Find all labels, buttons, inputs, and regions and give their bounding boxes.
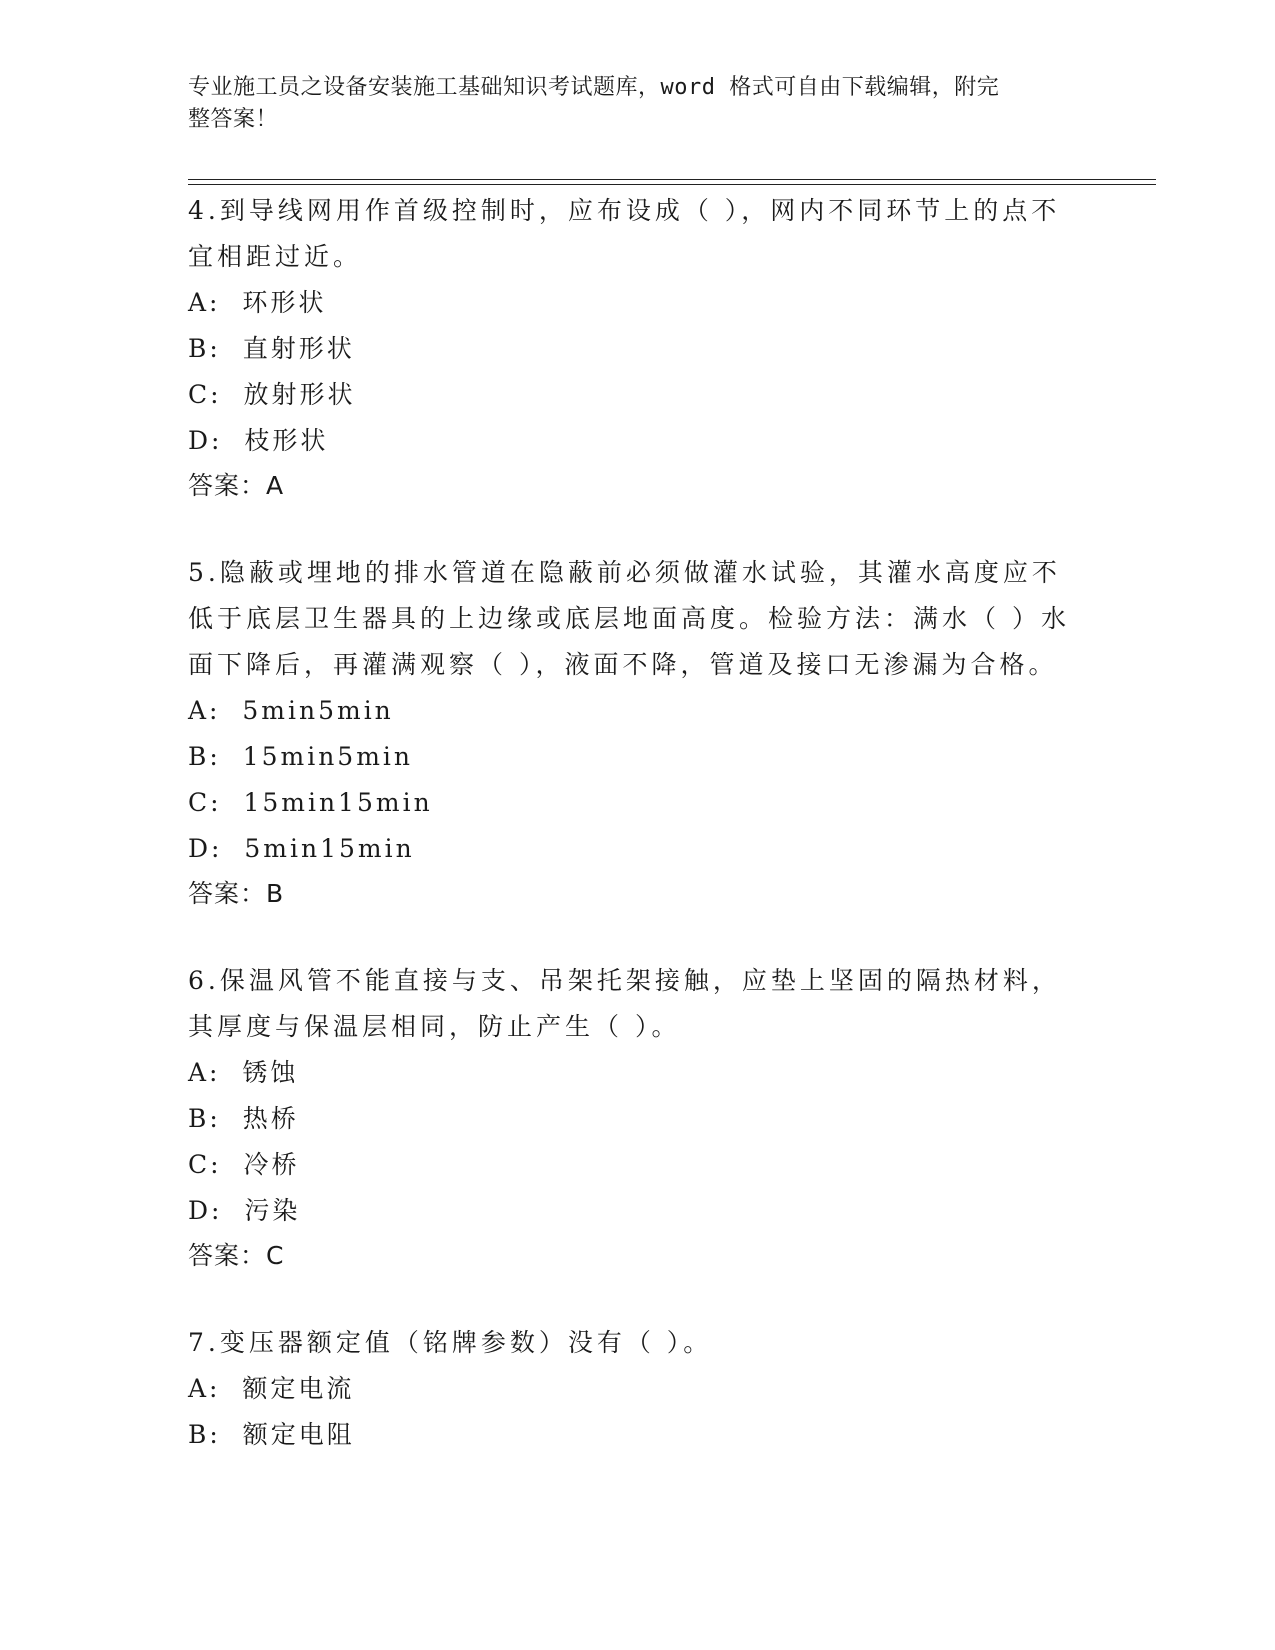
question-stem bbox=[188, 550, 1088, 688]
stem-line: 面下降后，再灌满观察（ ），液面不降，管道及接口无渗漏为合格。 bbox=[188, 650, 1058, 679]
answer-label: 答案： bbox=[188, 1241, 267, 1270]
option-b: B: 15min5min bbox=[188, 742, 414, 771]
stem-line: 7.变压器额定值（铭牌参数）没有（ ）。 bbox=[188, 1328, 713, 1357]
stem-line: 其厚度与保温层相同，防止产生（ ）。 bbox=[188, 1012, 681, 1041]
header-rule-bottom bbox=[188, 184, 1156, 185]
question-6 bbox=[188, 958, 1088, 1278]
answer-label: 答案： bbox=[188, 879, 267, 908]
answer-label: 答案： bbox=[188, 471, 267, 500]
option-a: A: 5min5min bbox=[188, 696, 394, 725]
option-a: A: 环形状 bbox=[188, 288, 327, 317]
question-stem bbox=[188, 958, 1088, 1050]
document-header bbox=[188, 72, 1078, 136]
stem-line: 低于底层卫生器具的上边缘或底层地面高度。检验方法：满水（ ）水 bbox=[188, 604, 1070, 633]
stem-line: 5.隐蔽或埋地的排水管道在隐蔽前必须做灌水试验，其灌水高度应不 bbox=[188, 558, 1061, 587]
option-d: D: 污染 bbox=[188, 1196, 301, 1225]
answer-line bbox=[188, 464, 1088, 508]
answer-value: A bbox=[266, 471, 285, 500]
option-c: C: 15min15min bbox=[188, 788, 433, 817]
question-stem bbox=[188, 1320, 1088, 1366]
option-c: C: 冷桥 bbox=[188, 1150, 300, 1179]
stem-line: 宜相距过近。 bbox=[188, 242, 363, 271]
option-c: C: 放射形状 bbox=[188, 380, 356, 409]
header-rule-top bbox=[188, 179, 1156, 180]
option-b: B: 直射形状 bbox=[188, 334, 355, 363]
header-line-2: 整答案！ bbox=[188, 107, 279, 132]
stem-line: 6.保温风管不能直接与支、吊架托架接触，应垫上坚固的隔热材料， bbox=[188, 966, 1061, 995]
answer-line bbox=[188, 1234, 1088, 1278]
stem-line: 4.到导线网用作首级控制时，应布设成（ ），网内不同环节上的点不 bbox=[188, 196, 1061, 225]
option-a: A: 额定电流 bbox=[188, 1374, 355, 1403]
option-a: A: 锈蚀 bbox=[188, 1058, 299, 1087]
answer-value: B bbox=[266, 879, 285, 908]
option-b: B: 热桥 bbox=[188, 1104, 299, 1133]
option-d: D: 5min15min bbox=[188, 834, 415, 863]
answer-line bbox=[188, 872, 1088, 916]
option-b: B: 额定电阻 bbox=[188, 1420, 355, 1449]
question-7 bbox=[188, 1320, 1088, 1458]
header-line-1: 专业施工员之设备安装施工基础知识考试题库，word 格式可自由下载编辑，附完 bbox=[188, 75, 1000, 100]
answer-value: C bbox=[266, 1241, 285, 1270]
question-5 bbox=[188, 550, 1088, 916]
question-stem bbox=[188, 188, 1088, 280]
option-d: D: 枝形状 bbox=[188, 426, 329, 455]
question-4 bbox=[188, 188, 1088, 508]
question-list bbox=[188, 188, 1088, 1500]
